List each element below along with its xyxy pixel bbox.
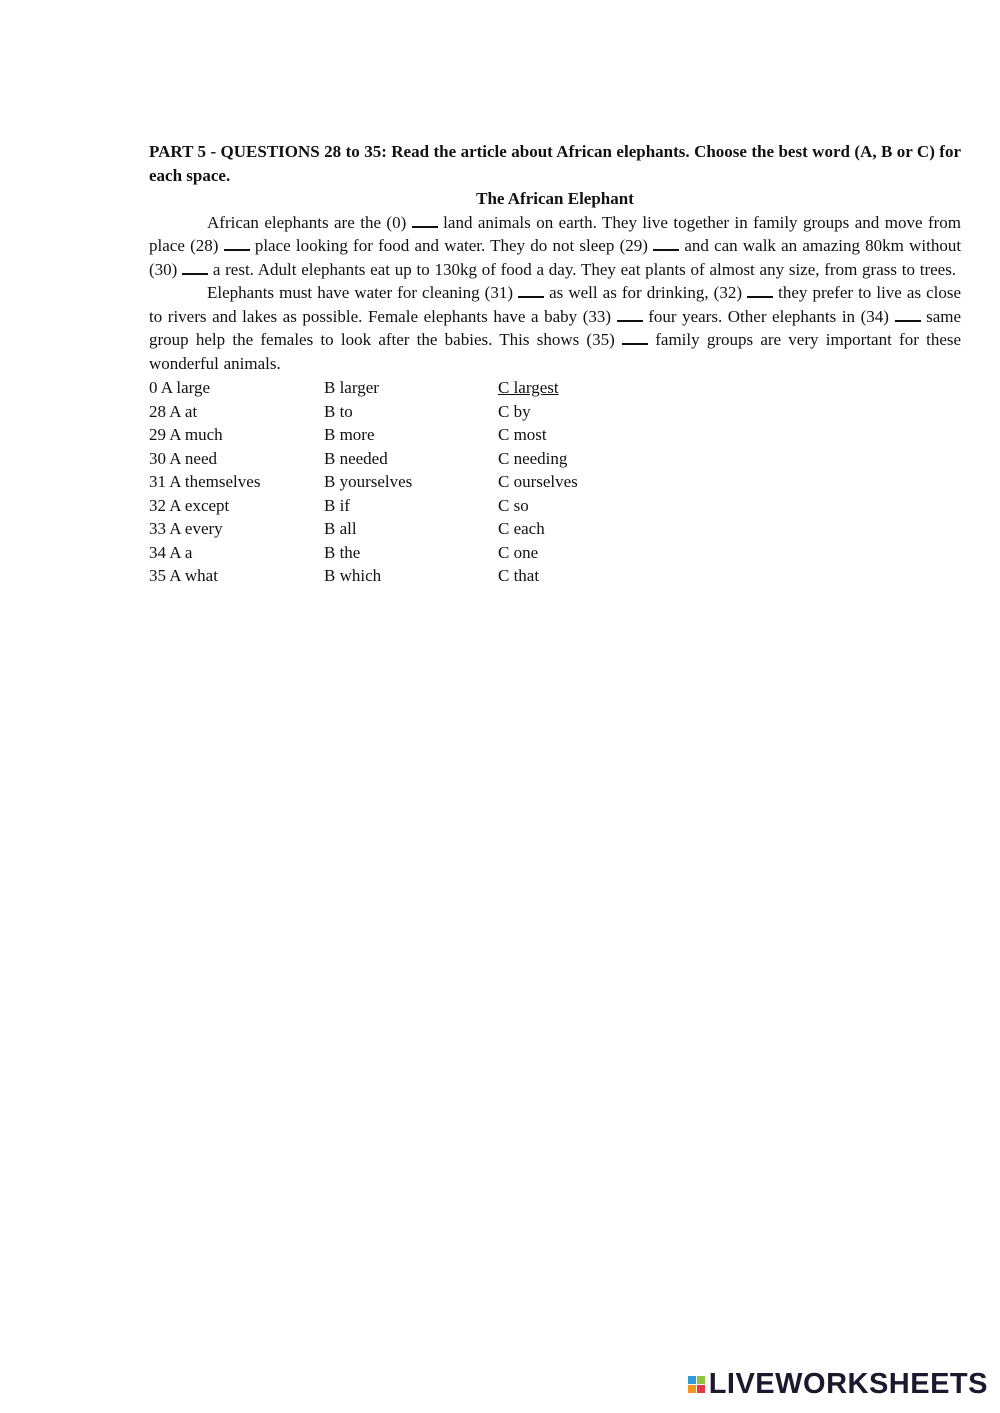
paragraph-2-text-5: same group help the females to look after the babies. This shows (35) bbox=[149, 306, 962, 349]
blank-28[interactable] bbox=[224, 237, 250, 251]
paragraph-1-text-2: land animals on earth. They live together in family groups and move from place (28) bbox=[149, 212, 961, 255]
option-row-0 bbox=[149, 376, 961, 400]
option-c[interactable]: C most bbox=[498, 425, 547, 444]
worksheet-page bbox=[149, 140, 961, 588]
blank-35[interactable] bbox=[622, 331, 648, 345]
option-a[interactable]: 29 A much bbox=[149, 425, 223, 444]
paragraph-1-text-4: and can walk an amazing 80km without (30) bbox=[149, 236, 962, 279]
option-row-32 bbox=[149, 494, 961, 518]
paragraph-2-text-3: they prefer to live as close to rivers and lakes as possible. Female elephants have a baby (33) bbox=[149, 283, 962, 326]
option-a[interactable]: 31 A themselves bbox=[149, 472, 261, 491]
option-c[interactable]: C so bbox=[498, 495, 529, 515]
option-c[interactable]: C each bbox=[498, 519, 545, 538]
paragraph-1-text-3: place looking for food and water. They do not sleep (29) bbox=[254, 236, 648, 255]
option-b: B larger bbox=[324, 378, 379, 397]
logo-square-2 bbox=[697, 1376, 705, 1384]
option-a[interactable]: 28 A at bbox=[149, 401, 198, 421]
logo-square-4 bbox=[697, 1385, 705, 1393]
answer-options bbox=[149, 376, 961, 588]
option-b[interactable]: B which bbox=[324, 566, 382, 585]
option-b[interactable]: B all bbox=[324, 519, 357, 538]
option-b[interactable]: B more bbox=[324, 425, 375, 444]
option-b[interactable]: B needed bbox=[324, 448, 388, 468]
paragraph-2-text-1: Elephants must have water for cleaning (31) bbox=[207, 283, 513, 302]
part-instruction: PART 5 - QUESTIONS 28 to 35: Read the article about African elephants. Choose the best word (A, B or C) for each space. bbox=[149, 142, 961, 185]
option-a[interactable]: 32 A except bbox=[149, 495, 230, 515]
liveworksheets-logo[interactable] bbox=[688, 1368, 988, 1401]
option-c-example-answer: C largest bbox=[498, 378, 559, 397]
blank-32[interactable] bbox=[747, 284, 773, 298]
blank-0 bbox=[412, 214, 438, 228]
paragraph-1-text-5: a rest. Adult elephants eat up to 130kg of food a day. They eat plants of almost any size, from grass to trees. bbox=[212, 259, 957, 279]
option-a[interactable]: 34 A a bbox=[149, 542, 193, 562]
paragraph-2-text-6: family groups are very important for these wonderful animals. bbox=[149, 330, 962, 373]
option-a[interactable]: 33 A every bbox=[149, 519, 223, 538]
blank-31[interactable] bbox=[518, 284, 544, 298]
option-b[interactable]: B the bbox=[324, 542, 361, 562]
option-row-33 bbox=[149, 517, 961, 541]
option-b[interactable]: B to bbox=[324, 401, 353, 421]
blank-34[interactable] bbox=[895, 308, 921, 322]
option-b[interactable]: B yourselves bbox=[324, 472, 413, 491]
option-a[interactable]: 35 A what bbox=[149, 566, 218, 585]
article-title: The African Elephant bbox=[476, 189, 634, 208]
blank-29[interactable] bbox=[653, 237, 679, 251]
liveworksheets-logo-icon bbox=[688, 1376, 705, 1393]
option-row-34 bbox=[149, 541, 961, 565]
article-paragraph-2 bbox=[149, 281, 961, 375]
article-paragraph-1 bbox=[149, 211, 961, 282]
option-row-31 bbox=[149, 470, 961, 494]
logo-square-1 bbox=[688, 1376, 696, 1384]
logo-text: LIVEWORKSHEETS bbox=[708, 1368, 988, 1400]
option-row-28 bbox=[149, 400, 961, 424]
blank-30[interactable] bbox=[182, 261, 208, 275]
option-row-30 bbox=[149, 447, 961, 471]
option-row-35 bbox=[149, 564, 961, 588]
option-c[interactable]: C by bbox=[498, 401, 531, 421]
option-a: 0 A large bbox=[149, 378, 211, 397]
option-b[interactable]: B if bbox=[324, 495, 350, 515]
option-c[interactable]: C that bbox=[498, 566, 540, 585]
paragraph-1-text-1: African elephants are the (0) bbox=[207, 212, 407, 232]
option-c[interactable]: C ourselves bbox=[498, 472, 578, 491]
paragraph-2-text-2: as well as for drinking, (32) bbox=[549, 283, 742, 302]
logo-square-3 bbox=[688, 1385, 696, 1393]
blank-33[interactable] bbox=[617, 308, 643, 322]
option-c[interactable]: C needing bbox=[498, 448, 568, 468]
paragraph-2-text-4: four years. Other elephants in (34) bbox=[648, 306, 889, 326]
option-a[interactable]: 30 A need bbox=[149, 448, 217, 468]
option-c[interactable]: C one bbox=[498, 542, 539, 562]
option-row-29 bbox=[149, 423, 961, 447]
